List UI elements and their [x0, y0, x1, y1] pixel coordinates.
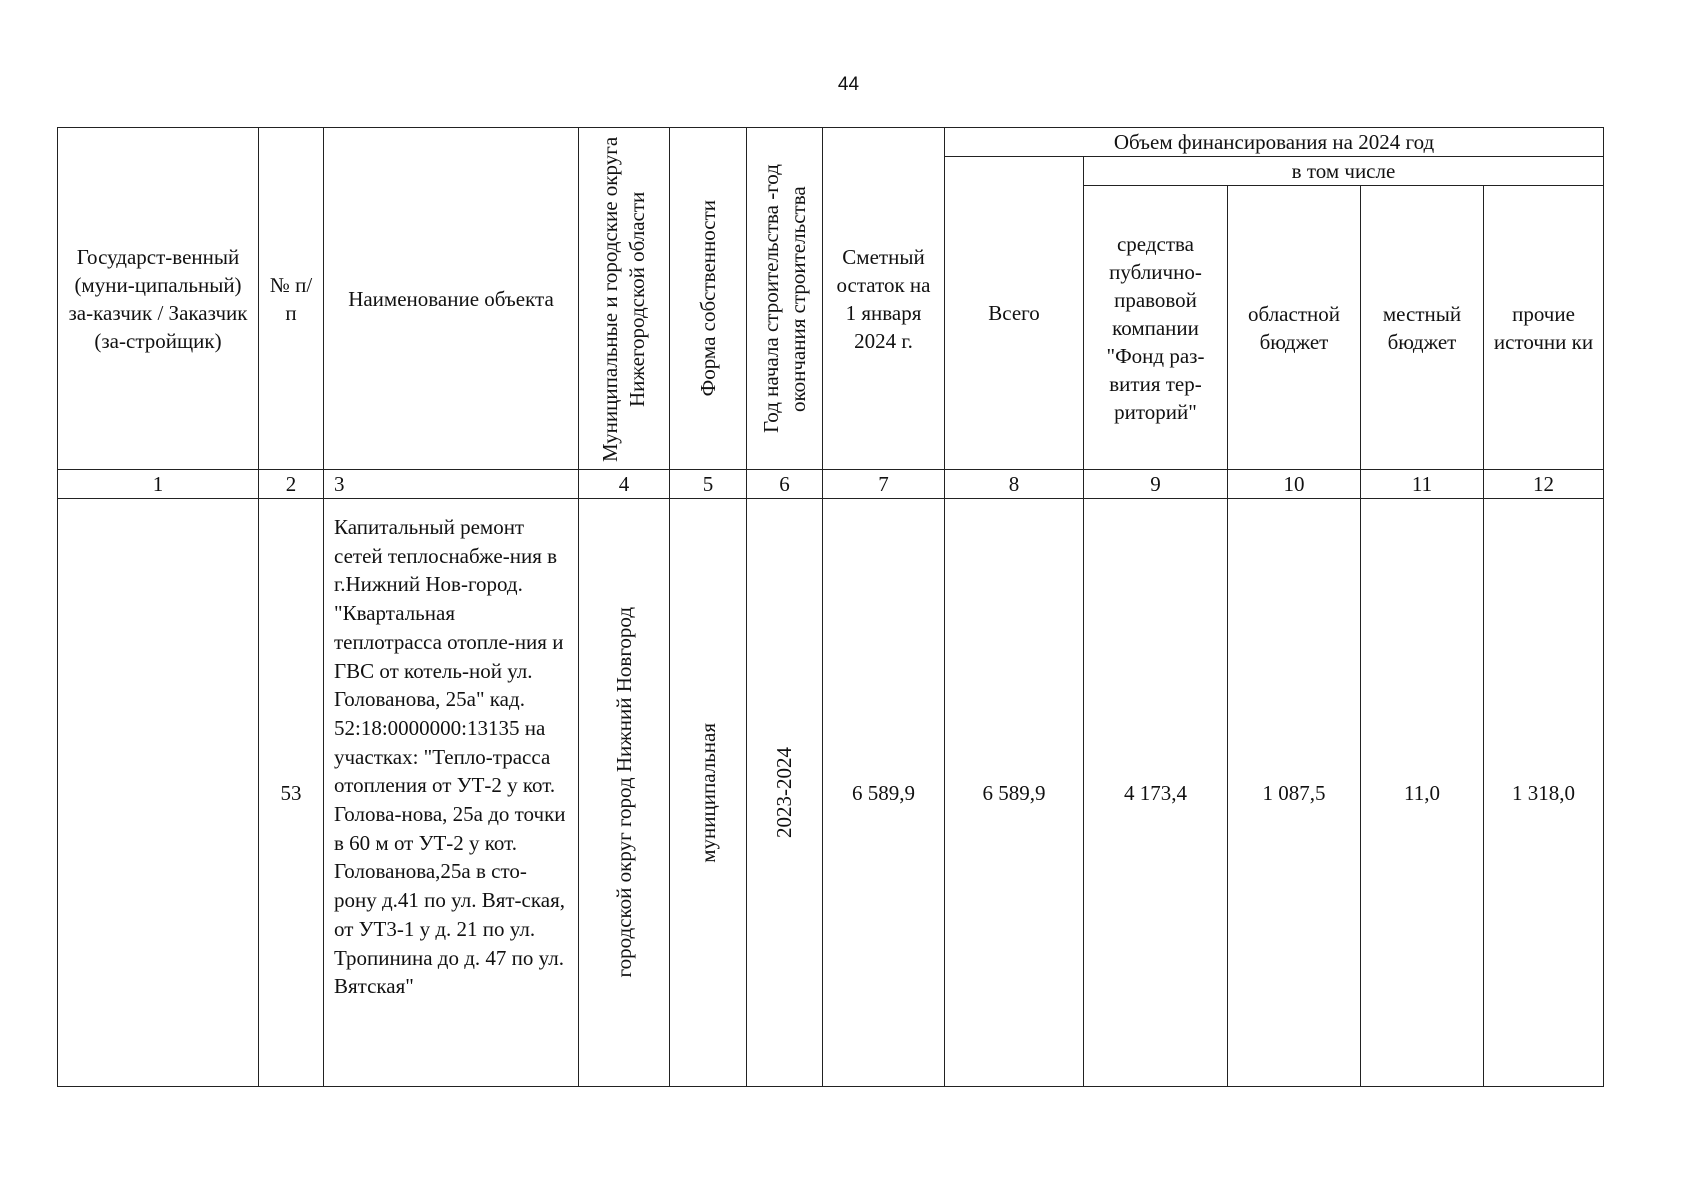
- column-number: 11: [1361, 470, 1484, 499]
- column-number: 2: [259, 470, 324, 499]
- header-including: в том числе: [1084, 157, 1604, 186]
- cell-ownership: муниципальная: [670, 499, 747, 1087]
- header-other-sources: прочие источни ки: [1484, 186, 1604, 470]
- header-construction-years: Год начала строительства -год окончания строительства: [747, 128, 823, 470]
- cell-fund: 4 173,4: [1084, 499, 1228, 1087]
- header-local-budget: местный бюджет: [1361, 186, 1484, 470]
- cell-customer: [58, 499, 259, 1087]
- header-customer: Государст-венный (муни-ципальный) за-казчик / Заказчик (за-стройщик): [58, 128, 259, 470]
- header-object-name: Наименование объекта: [324, 128, 579, 470]
- cell-number: 53: [259, 499, 324, 1087]
- cell-object-name: Капитальный ремонт сетей теплоснабже-ния в г.Нижний Нов-город. "Квартальная теплотрасса отопле-ния и ГВС от котель-ной ул. Голованова, 25а" кад. 52:18:0000000:13135 на участках: "Тепло-трасса отопления от УТ-2 у кот. Голова-нова, 25а до точки в 60 м от УТ-2 у кот. Голованова,25а в сто-рону д.41 по ул. Вят-ская, от УТ3-1 у д. 21 по ул. Тропинина до д. 47 по ул. Вятская": [324, 499, 579, 1087]
- column-number: 12: [1484, 470, 1604, 499]
- cell-local-budget: 11,0: [1361, 499, 1484, 1087]
- table-row: [58, 499, 1604, 1087]
- column-number: 7: [823, 470, 945, 499]
- cell-regional-budget: 1 087,5: [1228, 499, 1361, 1087]
- cell-estimated-balance: 6 589,9: [823, 499, 945, 1087]
- header-number: № п/п: [259, 128, 324, 470]
- header-total: Всего: [945, 157, 1084, 470]
- header-municipality: Муниципальные и городские округа Нижегородской области: [579, 128, 670, 470]
- column-number: 6: [747, 470, 823, 499]
- column-number: 4: [579, 470, 670, 499]
- header-row-top: [58, 128, 1604, 157]
- column-number: 9: [1084, 470, 1228, 499]
- cell-total: 6 589,9: [945, 499, 1084, 1087]
- column-number-row: [58, 470, 1604, 499]
- header-funding-group: Объем финансирования на 2024 год: [945, 128, 1604, 157]
- funding-table: [57, 127, 1604, 1087]
- header-ownership: Форма собственности: [670, 128, 747, 470]
- cell-construction-years: 2023-2024: [747, 499, 823, 1087]
- column-number: 8: [945, 470, 1084, 499]
- cell-municipality: городской округ город Нижний Новгород: [579, 499, 670, 1087]
- header-fund: средства публично-правовой компании "Фонд раз-вития тер-риторий": [1084, 186, 1228, 470]
- column-number: 10: [1228, 470, 1361, 499]
- cell-other-sources: 1 318,0: [1484, 499, 1604, 1087]
- header-estimated-balance: Сметный остаток на 1 января 2024 г.: [823, 128, 945, 470]
- column-number: 1: [58, 470, 259, 499]
- column-number: 3: [324, 470, 579, 499]
- page-number: 44: [837, 74, 860, 95]
- column-number: 5: [670, 470, 747, 499]
- header-regional-budget: областной бюджет: [1228, 186, 1361, 470]
